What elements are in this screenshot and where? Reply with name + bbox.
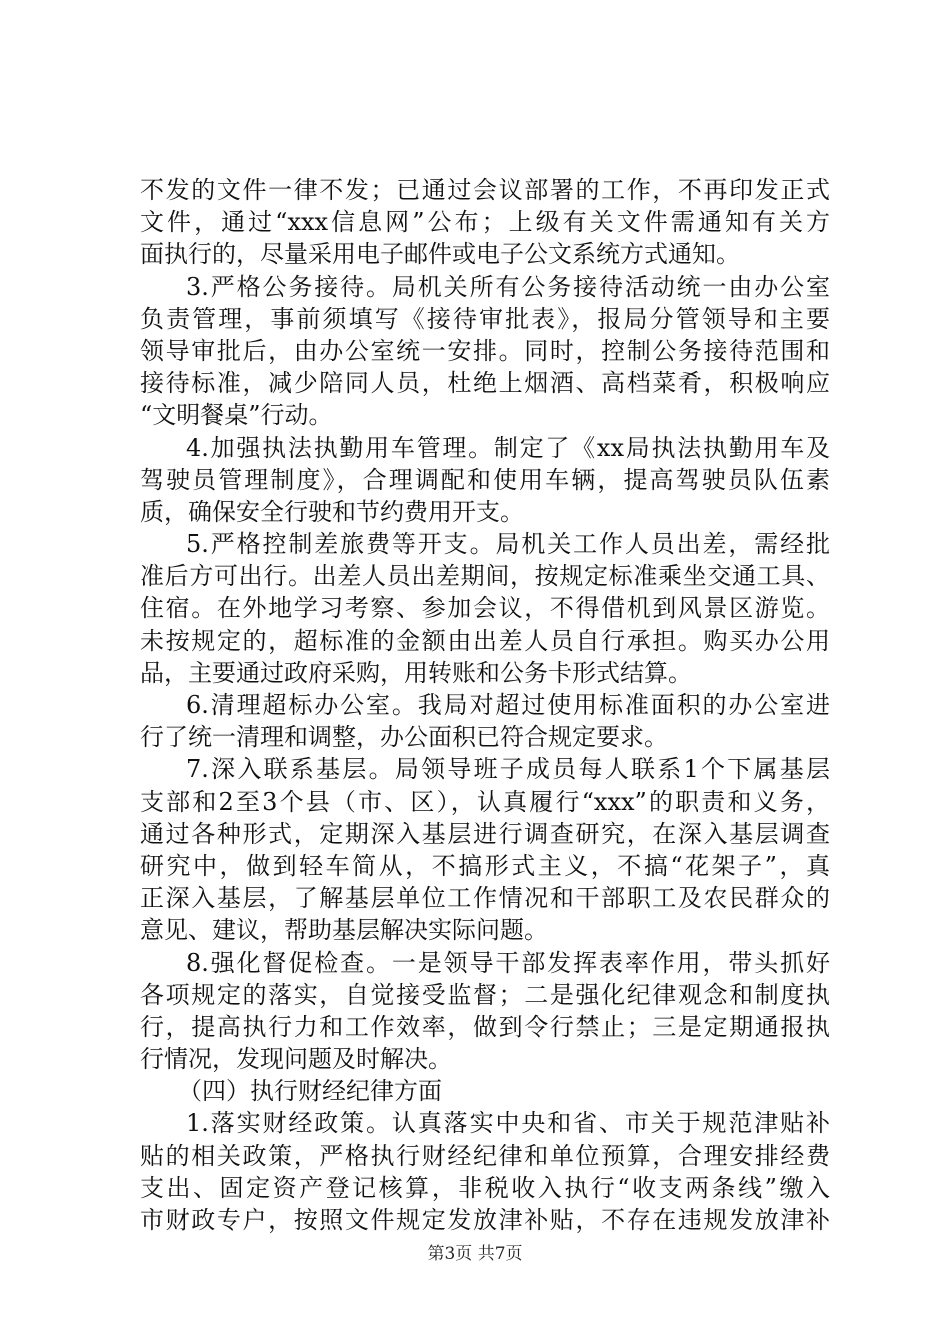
body-line: 文件，通过“xxx信息网”公布；上级有关文件需通知有关方	[140, 208, 830, 237]
body-line: 支出、固定资产登记核算，非税收入执行“收支两条线”缴入	[140, 1173, 830, 1202]
body-line: 正深入基层，了解基层单位工作情况和干部职工及农民群众的	[140, 884, 830, 913]
body-line: 通过各种形式，定期深入基层进行调查研究，在深入基层调查	[140, 819, 830, 848]
body-line: 市财政专户，按照文件规定发放津补贴，不存在违规发放津补	[140, 1206, 830, 1234]
body-line: “文明餐桌”行动。	[140, 401, 333, 430]
body-line: 负责管理，事前须填写《接待审批表》，报局分管领导和主要	[140, 304, 830, 333]
section-heading: （四）执行财经纪律方面	[178, 1077, 442, 1106]
body-line: 7.深入联系基层。局领导班子成员每人联系1个下属基层	[186, 755, 830, 784]
body-line: 8.强化督促检查。一是领导干部发挥表率作用，带头抓好	[186, 948, 830, 977]
body-line: 3.严格公务接待。局机关所有公务接待活动统一由办公室	[186, 272, 830, 301]
body-line: 面执行的，尽量采用电子邮件或电子公文系统方式通知。	[140, 240, 740, 269]
body-line: 未按规定的，超标准的金额由出差人员自行承担。购买办公用	[140, 626, 830, 655]
body-line: 行情况，发现问题及时解决。	[140, 1045, 452, 1074]
body-line: 不发的文件一律不发；已通过会议部署的工作，不再印发正式	[140, 176, 830, 204]
body-line: 5.严格控制差旅费等开支。局机关工作人员出差，需经批	[186, 530, 830, 559]
body-line: 领导审批后，由办公室统一安排。同时，控制公务接待范围和	[140, 336, 830, 365]
body-line: 行，提高执行力和工作效率，做到令行禁止；三是定期通报执	[140, 1012, 830, 1041]
document-body	[140, 174, 830, 1236]
body-line: 意见、建议，帮助基层解决实际问题。	[140, 916, 548, 945]
body-line: 准后方可出行。出差人员出差期间，按规定标准乘坐交通工具、	[140, 562, 830, 591]
body-line: 4.加强执法执勤用车管理。制定了《xx局执法执勤用车及	[186, 433, 830, 462]
body-line: 接待标准，减少陪同人员，杜绝上烟酒、高档菜肴，积极响应	[140, 369, 830, 398]
body-line: 行了统一清理和调整，办公面积已符合规定要求。	[140, 723, 668, 752]
body-line: 品，主要通过政府采购，用转账和公务卡形式结算。	[140, 658, 692, 687]
body-line: 各项规定的落实，自觉接受监督；二是强化纪律观念和制度执	[140, 980, 830, 1009]
body-line: 6.清理超标办公室。我局对超过使用标准面积的办公室进	[186, 691, 830, 719]
body-line: 驾驶员管理制度》，合理调配和使用车辆，提高驾驶员队伍素	[140, 465, 830, 494]
body-line: 住宿。在外地学习考察、参加会议，不得借机到风景区游览。	[140, 594, 830, 623]
body-line: 1.落实财经政策。认真落实中央和省、市关于规范津贴补	[186, 1109, 830, 1138]
body-line: 质，确保安全行驶和节约费用开支。	[140, 497, 524, 526]
body-line: 贴的相关政策，严格执行财经纪律和单位预算，合理安排经费	[140, 1141, 830, 1170]
body-line: 研究中，做到轻车简从，不搞形式主义，不搞“花架子”，真	[140, 851, 830, 880]
body-line: 支部和2至3个县（市、区），认真履行“xxx”的职责和义务，	[140, 787, 830, 816]
page-number-footer: 第3页 共7页	[427, 1244, 523, 1264]
